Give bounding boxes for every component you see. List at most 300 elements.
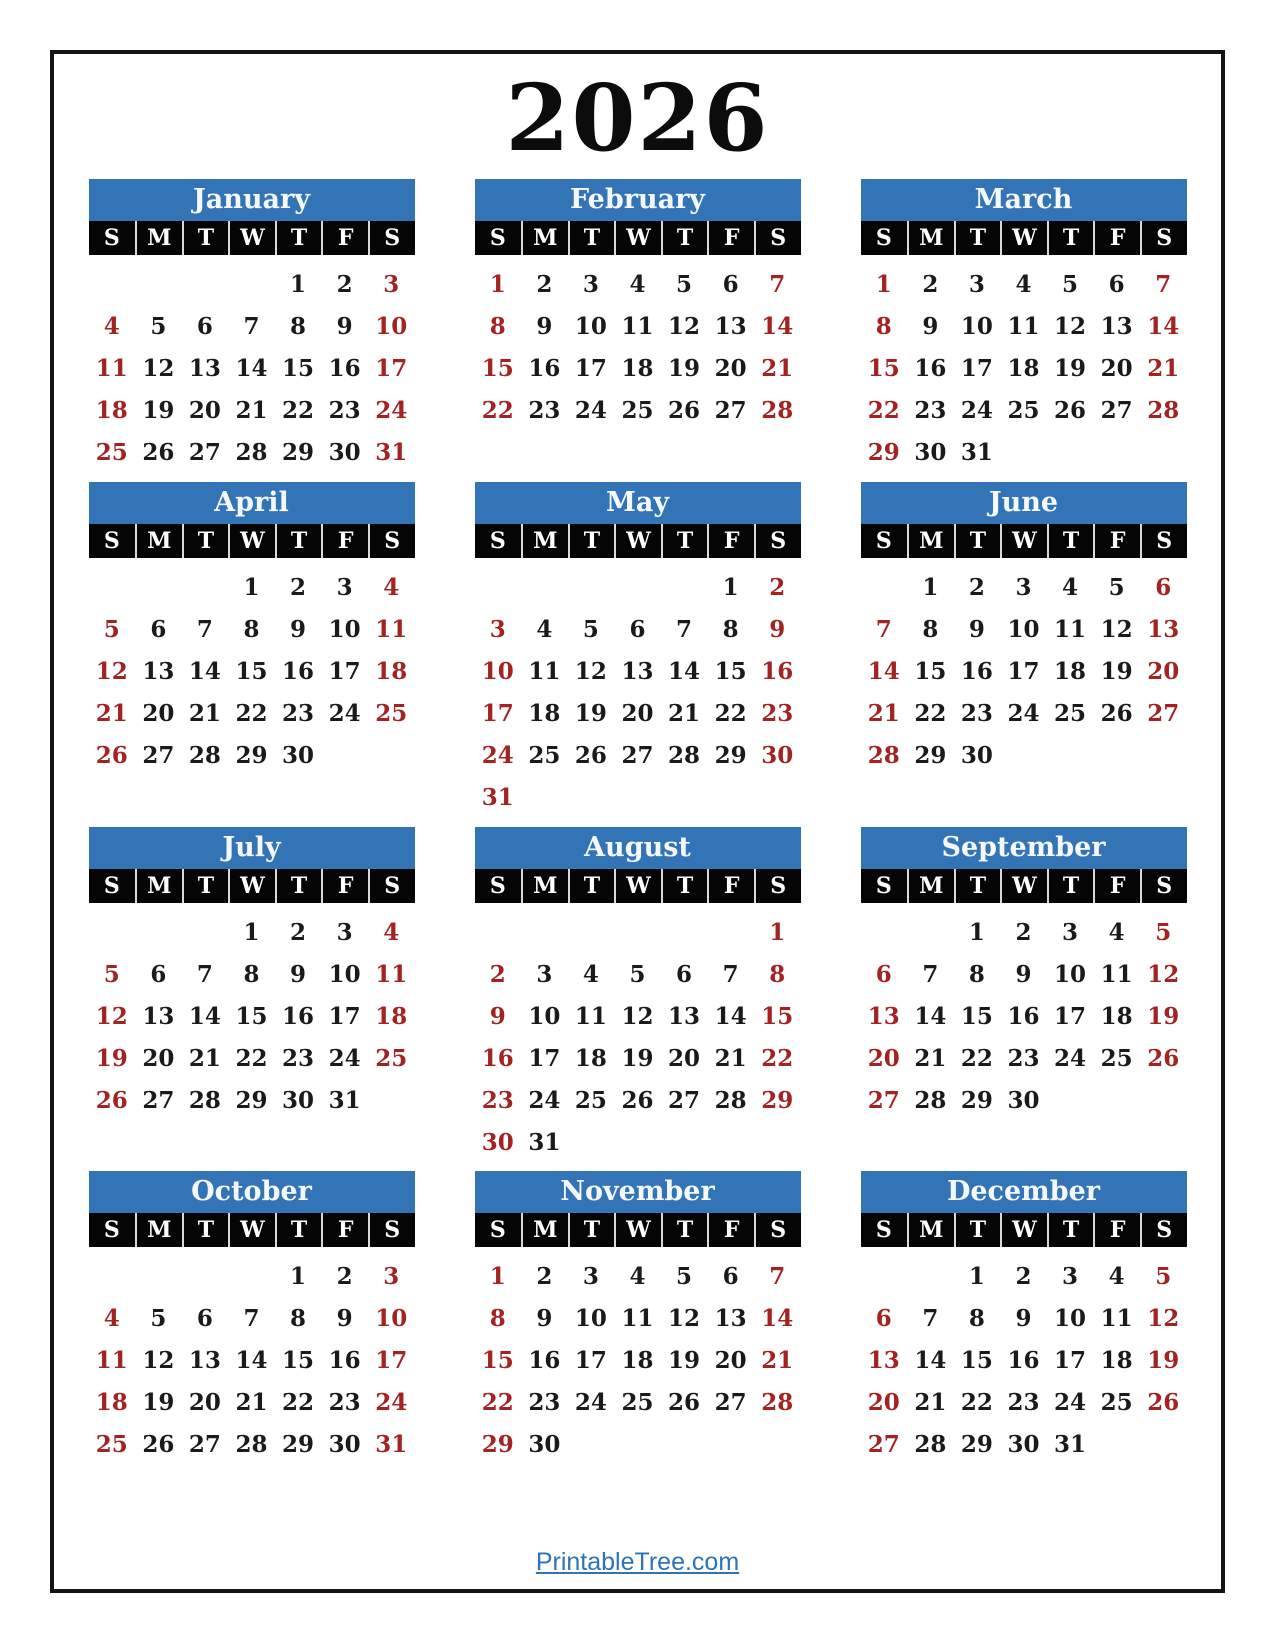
- date-cell: 15: [960, 1346, 993, 1374]
- date-cell: 20: [867, 1044, 900, 1072]
- month-title: May: [475, 482, 801, 524]
- date-cell: 25: [1100, 1044, 1133, 1072]
- date-cell: 20: [1100, 354, 1133, 382]
- dow-cell: W: [1000, 869, 1047, 903]
- date-cell: 7: [922, 960, 939, 988]
- date-cell: 6: [722, 270, 739, 298]
- dow-cell: S: [103, 225, 120, 252]
- weeks-grid: [475, 255, 801, 431]
- date-cell: 3: [336, 918, 353, 946]
- date-cell: 8: [769, 960, 786, 988]
- date-cell: 8: [722, 615, 739, 643]
- date-cell: 19: [1147, 1346, 1180, 1374]
- date-cell: 4: [582, 960, 599, 988]
- dow-cell: F: [707, 221, 754, 255]
- date-cell: 26: [1054, 396, 1087, 424]
- date-cell: 1: [489, 270, 506, 298]
- date-cell: 12: [142, 1346, 175, 1374]
- date-cell: 26: [668, 396, 701, 424]
- dow-cell: W: [228, 869, 275, 903]
- date-cell: 23: [528, 1388, 561, 1416]
- date-cell: 29: [960, 1430, 993, 1458]
- date-cell: 23: [282, 699, 315, 727]
- week-row: [89, 566, 415, 608]
- date-cell: 5: [582, 615, 599, 643]
- date-cell: 14: [188, 657, 221, 685]
- date-cell: 15: [282, 1346, 315, 1374]
- week-row: [861, 1255, 1187, 1297]
- date-cell: 11: [375, 615, 408, 643]
- date-cell: 6: [1108, 270, 1125, 298]
- date-cell: 29: [481, 1430, 514, 1458]
- date-cell: 21: [914, 1044, 947, 1072]
- date-cell: 8: [290, 312, 307, 340]
- date-cell: 19: [1147, 1002, 1180, 1030]
- date-cell: 17: [528, 1044, 561, 1072]
- date-cell: 30: [1007, 1430, 1040, 1458]
- date-cell: 31: [375, 1430, 408, 1458]
- week-row: [89, 911, 415, 953]
- date-cell: 15: [235, 1002, 268, 1030]
- dow-cell: T: [182, 1213, 229, 1247]
- date-cell: 28: [761, 396, 794, 424]
- date-cell: 10: [375, 1304, 408, 1332]
- date-cell: 11: [1100, 1304, 1133, 1332]
- date-cell: 14: [761, 1304, 794, 1332]
- date-cell: 25: [621, 396, 654, 424]
- date-cell: 24: [1054, 1044, 1087, 1072]
- date-cell: 12: [1147, 960, 1180, 988]
- date-cell: 13: [867, 1346, 900, 1374]
- month-title: April: [89, 482, 415, 524]
- dow-cell: M: [907, 1213, 954, 1247]
- footer-link[interactable]: PrintableTree.com: [535, 1548, 740, 1576]
- date-cell: 1: [290, 270, 307, 298]
- week-row: [89, 1423, 415, 1465]
- date-cell: 11: [574, 1002, 607, 1030]
- date-cell: 5: [629, 960, 646, 988]
- date-cell: 15: [714, 657, 747, 685]
- week-row: [89, 1255, 415, 1297]
- date-cell: 4: [629, 1262, 646, 1290]
- date-cell: 7: [769, 1262, 786, 1290]
- dow-cell: T: [954, 221, 1001, 255]
- date-cell: 7: [1155, 270, 1172, 298]
- week-row: [475, 1079, 801, 1121]
- dow-cell: T: [954, 869, 1001, 903]
- date-cell: 17: [960, 354, 993, 382]
- date-cell: 4: [1108, 1262, 1125, 1290]
- date-cell: 7: [243, 312, 260, 340]
- date-cell: 2: [769, 573, 786, 601]
- dow-cell: M: [135, 524, 182, 558]
- date-cell: 23: [328, 1388, 361, 1416]
- date-cell: 22: [761, 1044, 794, 1072]
- week-row: [89, 953, 415, 995]
- date-cell: 26: [1147, 1388, 1180, 1416]
- month-title: February: [475, 179, 801, 221]
- date-cell: 6: [722, 1262, 739, 1290]
- date-cell: 24: [328, 1044, 361, 1072]
- date-cell: 2: [1015, 918, 1032, 946]
- dow-cell: S: [754, 869, 801, 903]
- date-cell: 12: [668, 312, 701, 340]
- date-cell: 9: [769, 615, 786, 643]
- week-row: [475, 692, 801, 734]
- date-cell: 10: [328, 960, 361, 988]
- date-cell: 13: [1100, 312, 1133, 340]
- date-cell: 20: [867, 1388, 900, 1416]
- date-cell: 15: [282, 354, 315, 382]
- dow-cell: M: [521, 524, 568, 558]
- date-cell: 24: [528, 1086, 561, 1114]
- date-cell: 24: [1007, 699, 1040, 727]
- date-cell: 26: [142, 438, 175, 466]
- date-cell: 18: [621, 354, 654, 382]
- date-cell: 10: [481, 657, 514, 685]
- date-cell: 29: [282, 1430, 315, 1458]
- dow-cell: M: [907, 221, 954, 255]
- date-cell: 25: [621, 1388, 654, 1416]
- week-row: [475, 566, 801, 608]
- date-cell: 20: [714, 1346, 747, 1374]
- date-cell: 19: [574, 699, 607, 727]
- date-cell: 19: [668, 354, 701, 382]
- date-cell: 20: [621, 699, 654, 727]
- week-row: [861, 608, 1187, 650]
- date-cell: 8: [489, 312, 506, 340]
- date-cell: 9: [290, 615, 307, 643]
- dow-cell: T: [568, 869, 615, 903]
- date-cell: 10: [1054, 960, 1087, 988]
- date-cell: 27: [867, 1086, 900, 1114]
- dow-cell: T: [661, 221, 708, 255]
- date-cell: 6: [150, 615, 167, 643]
- date-cell: 18: [95, 396, 128, 424]
- date-cell: 27: [867, 1430, 900, 1458]
- date-cell: 25: [375, 1044, 408, 1072]
- date-cell: 8: [290, 1304, 307, 1332]
- week-row: [475, 1423, 801, 1465]
- date-cell: 6: [1155, 573, 1172, 601]
- month-december: [861, 1171, 1187, 1465]
- date-cell: 2: [489, 960, 506, 988]
- date-cell: 7: [722, 960, 739, 988]
- date-cell: 8: [489, 1304, 506, 1332]
- date-cell: 13: [867, 1002, 900, 1030]
- dow-cell: T: [568, 1213, 615, 1247]
- date-cell: 5: [1108, 573, 1125, 601]
- date-cell: 17: [1007, 657, 1040, 685]
- date-cell: 9: [336, 312, 353, 340]
- week-row: [861, 911, 1187, 953]
- date-cell: 16: [1007, 1346, 1040, 1374]
- date-cell: 5: [676, 270, 693, 298]
- date-cell: 10: [574, 1304, 607, 1332]
- weeks-grid: [475, 903, 801, 1163]
- month-title: September: [861, 827, 1187, 869]
- date-cell: 18: [528, 699, 561, 727]
- date-cell: 6: [875, 960, 892, 988]
- date-cell: 27: [714, 396, 747, 424]
- date-cell: 16: [528, 354, 561, 382]
- date-cell: 25: [95, 438, 128, 466]
- month-may: [475, 482, 801, 818]
- date-cell: 28: [761, 1388, 794, 1416]
- date-cell: 21: [95, 699, 128, 727]
- date-cell: 4: [1015, 270, 1032, 298]
- date-cell: 3: [489, 615, 506, 643]
- date-cell: 12: [668, 1304, 701, 1332]
- week-row: [475, 911, 801, 953]
- dow-cell: T: [1047, 524, 1094, 558]
- date-cell: 24: [375, 396, 408, 424]
- week-row: [475, 347, 801, 389]
- day-of-week-row: [89, 1213, 415, 1247]
- date-cell: 14: [188, 1002, 221, 1030]
- date-cell: 13: [142, 657, 175, 685]
- week-row: [861, 1423, 1187, 1465]
- date-cell: 5: [676, 1262, 693, 1290]
- date-cell: 28: [235, 1430, 268, 1458]
- date-cell: 6: [196, 312, 213, 340]
- dow-cell: S: [1140, 221, 1187, 255]
- date-cell: 9: [536, 1304, 553, 1332]
- date-cell: 9: [1015, 1304, 1032, 1332]
- date-cell: 17: [328, 1002, 361, 1030]
- dow-cell: M: [135, 221, 182, 255]
- dow-cell: T: [182, 524, 229, 558]
- week-row: [475, 953, 801, 995]
- date-cell: 28: [914, 1086, 947, 1114]
- date-cell: 30: [282, 741, 315, 769]
- weeks-grid: [861, 558, 1187, 776]
- date-cell: 1: [922, 573, 939, 601]
- date-cell: 12: [621, 1002, 654, 1030]
- date-cell: 29: [960, 1086, 993, 1114]
- day-of-week-row: [89, 524, 415, 558]
- week-row: [861, 305, 1187, 347]
- day-of-week-row: [475, 1213, 801, 1247]
- week-row: [475, 263, 801, 305]
- month-march: [861, 179, 1187, 473]
- dow-cell: S: [754, 524, 801, 558]
- date-cell: 27: [621, 741, 654, 769]
- dow-cell: T: [275, 869, 322, 903]
- date-cell: 6: [875, 1304, 892, 1332]
- date-cell: 22: [867, 396, 900, 424]
- date-cell: 27: [188, 1430, 221, 1458]
- date-cell: 3: [536, 960, 553, 988]
- week-row: [89, 1079, 415, 1121]
- week-row: [861, 1297, 1187, 1339]
- dow-cell: T: [275, 524, 322, 558]
- date-cell: 18: [95, 1388, 128, 1416]
- dow-cell: F: [1093, 1213, 1140, 1247]
- day-of-week-row: [89, 869, 415, 903]
- date-cell: 11: [1100, 960, 1133, 988]
- date-cell: 4: [103, 1304, 120, 1332]
- date-cell: 20: [142, 1044, 175, 1072]
- date-cell: 23: [1007, 1388, 1040, 1416]
- date-cell: 16: [282, 657, 315, 685]
- date-cell: 7: [196, 960, 213, 988]
- dow-cell: T: [275, 1213, 322, 1247]
- date-cell: 22: [714, 699, 747, 727]
- date-cell: 5: [103, 615, 120, 643]
- dow-cell: S: [368, 869, 415, 903]
- date-cell: 16: [481, 1044, 514, 1072]
- dow-cell: W: [228, 221, 275, 255]
- date-cell: 12: [1100, 615, 1133, 643]
- date-cell: 10: [328, 615, 361, 643]
- date-cell: 3: [1062, 1262, 1079, 1290]
- day-of-week-row: [861, 869, 1187, 903]
- date-cell: 13: [188, 1346, 221, 1374]
- date-cell: 31: [375, 438, 408, 466]
- date-cell: 23: [761, 699, 794, 727]
- date-cell: 10: [375, 312, 408, 340]
- date-cell: 5: [103, 960, 120, 988]
- date-cell: 21: [1147, 354, 1180, 382]
- weeks-grid: [89, 1247, 415, 1465]
- date-cell: 26: [95, 1086, 128, 1114]
- date-cell: 30: [328, 1430, 361, 1458]
- date-cell: 21: [867, 699, 900, 727]
- date-cell: 18: [1100, 1002, 1133, 1030]
- month-september: [861, 827, 1187, 1121]
- date-cell: 27: [1147, 699, 1180, 727]
- date-cell: 4: [103, 312, 120, 340]
- date-cell: 27: [1100, 396, 1133, 424]
- date-cell: 29: [235, 741, 268, 769]
- week-row: [861, 431, 1187, 473]
- date-cell: 4: [383, 573, 400, 601]
- dow-cell: W: [614, 221, 661, 255]
- date-cell: 6: [676, 960, 693, 988]
- weeks-grid: [89, 255, 415, 473]
- date-cell: 11: [1007, 312, 1040, 340]
- week-row: [89, 608, 415, 650]
- dow-cell: S: [875, 528, 892, 555]
- date-cell: 20: [188, 1388, 221, 1416]
- date-cell: 22: [960, 1388, 993, 1416]
- date-cell: 9: [922, 312, 939, 340]
- date-cell: 16: [960, 657, 993, 685]
- date-cell: 1: [875, 270, 892, 298]
- date-cell: 8: [922, 615, 939, 643]
- date-cell: 3: [582, 1262, 599, 1290]
- date-cell: 22: [282, 396, 315, 424]
- dow-cell: S: [368, 221, 415, 255]
- date-cell: 29: [714, 741, 747, 769]
- date-cell: 22: [914, 699, 947, 727]
- date-cell: 22: [282, 1388, 315, 1416]
- dow-cell: T: [182, 221, 229, 255]
- week-row: [475, 608, 801, 650]
- date-cell: 7: [243, 1304, 260, 1332]
- date-cell: 24: [574, 1388, 607, 1416]
- date-cell: 26: [621, 1086, 654, 1114]
- dow-cell: T: [1047, 869, 1094, 903]
- date-cell: 28: [668, 741, 701, 769]
- date-cell: 21: [668, 699, 701, 727]
- date-cell: 7: [676, 615, 693, 643]
- date-cell: 8: [243, 615, 260, 643]
- date-cell: 14: [914, 1002, 947, 1030]
- date-cell: 4: [383, 918, 400, 946]
- date-cell: 6: [629, 615, 646, 643]
- date-cell: 14: [235, 354, 268, 382]
- date-cell: 10: [1007, 615, 1040, 643]
- month-january: [89, 179, 415, 473]
- week-row: [861, 734, 1187, 776]
- week-row: [89, 305, 415, 347]
- weeks-grid: [475, 558, 801, 818]
- date-cell: 13: [188, 354, 221, 382]
- week-row: [861, 650, 1187, 692]
- week-row: [861, 1037, 1187, 1079]
- dow-cell: F: [707, 1213, 754, 1247]
- date-cell: 3: [582, 270, 599, 298]
- dow-cell: M: [907, 524, 954, 558]
- date-cell: 14: [235, 1346, 268, 1374]
- week-row: [89, 389, 415, 431]
- date-cell: 22: [481, 396, 514, 424]
- date-cell: 27: [668, 1086, 701, 1114]
- week-row: [89, 1381, 415, 1423]
- date-cell: 24: [1054, 1388, 1087, 1416]
- weeks-grid: [89, 903, 415, 1121]
- date-cell: 28: [1147, 396, 1180, 424]
- date-cell: 28: [188, 1086, 221, 1114]
- dow-cell: F: [321, 1213, 368, 1247]
- month-november: [475, 1171, 801, 1465]
- date-cell: 17: [1054, 1346, 1087, 1374]
- week-row: [861, 263, 1187, 305]
- month-title: December: [861, 1171, 1187, 1213]
- date-cell: 31: [328, 1086, 361, 1114]
- date-cell: 25: [375, 699, 408, 727]
- dow-cell: F: [1093, 221, 1140, 255]
- week-row: [861, 1079, 1187, 1121]
- date-cell: 9: [290, 960, 307, 988]
- date-cell: 7: [196, 615, 213, 643]
- date-cell: 29: [914, 741, 947, 769]
- week-row: [861, 692, 1187, 734]
- date-cell: 15: [235, 657, 268, 685]
- date-cell: 20: [142, 699, 175, 727]
- date-cell: 12: [574, 657, 607, 685]
- month-june: [861, 482, 1187, 776]
- date-cell: 29: [235, 1086, 268, 1114]
- date-cell: 25: [1054, 699, 1087, 727]
- week-row: [861, 1381, 1187, 1423]
- month-april: [89, 482, 415, 776]
- date-cell: 1: [722, 573, 739, 601]
- week-row: [89, 1297, 415, 1339]
- date-cell: 13: [621, 657, 654, 685]
- date-cell: 26: [668, 1388, 701, 1416]
- date-cell: 18: [375, 1002, 408, 1030]
- month-title: October: [89, 1171, 415, 1213]
- date-cell: 19: [142, 396, 175, 424]
- date-cell: 20: [188, 396, 221, 424]
- dow-cell: T: [954, 1213, 1001, 1247]
- date-cell: 13: [1147, 615, 1180, 643]
- month-title: November: [475, 1171, 801, 1213]
- dow-cell: S: [103, 1217, 120, 1244]
